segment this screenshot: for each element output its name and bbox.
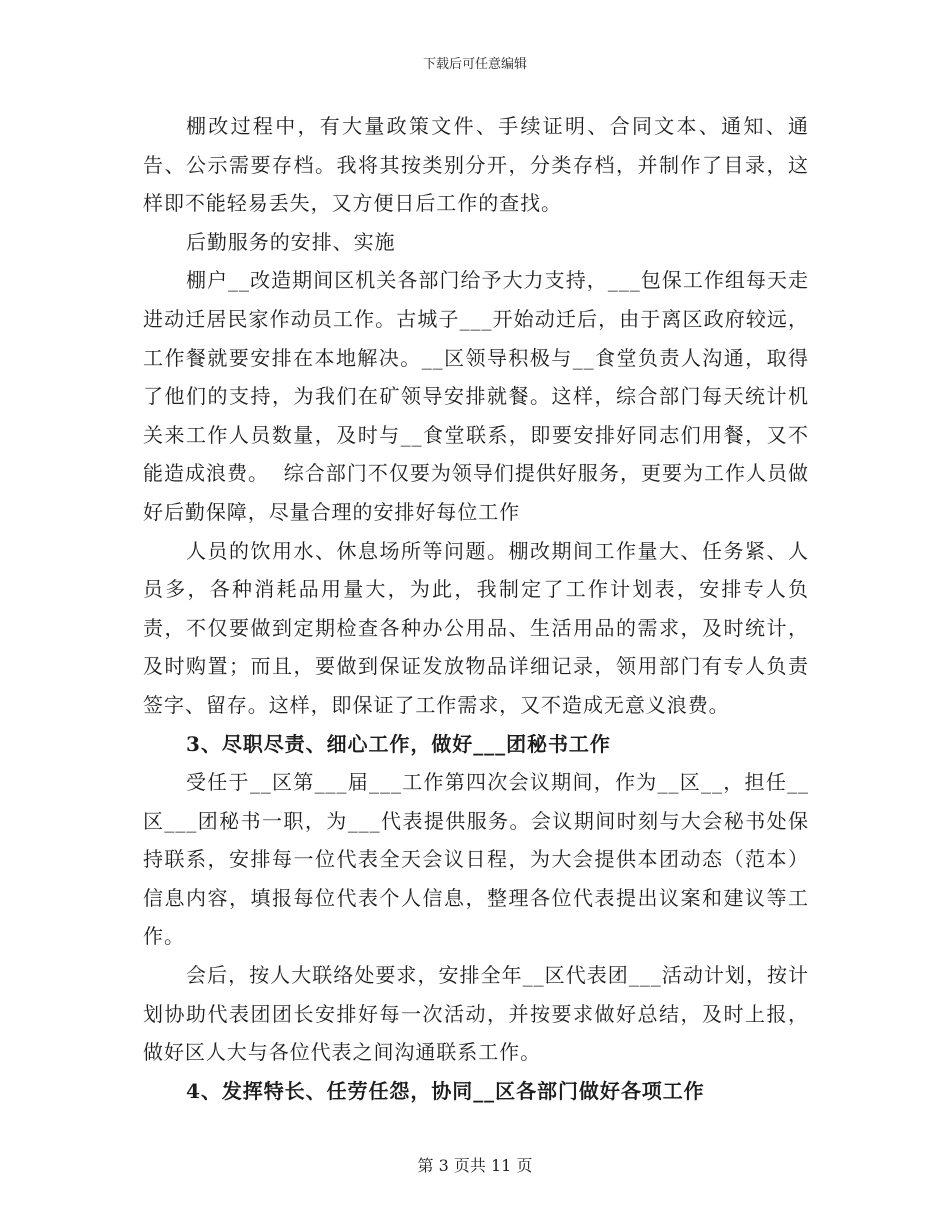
paragraph: 受任于__区第___届___工作第四次会议期间，作为__区__，担任__区___团秘书一职，为___代表提供服务。会议期间时刻与大会秘书处保持联系，安排每一位代表全天会议日程，为大会提供本团动态（范本）信息内容，填报每位代表个人信息，整理各位代表提出议案和建议等工作。 — [143, 770, 809, 949]
paragraph: 棚改过程中，有大量政策文件、手续证明、合同文本、通知、通告、公示需要存档。我将其按类别分开，分类存档，并制作了目录，这样即不能轻易丢失，又方便日后工作的查找。 — [143, 114, 809, 216]
paragraph: 棚户__改造期间区机关各部门给予大力支持，___包保工作组每天走进动迁居民家作动员工作。古城子___开始动迁后，由于离区政府较远，工作餐就要安排在本地解决。__区领导积极与__食堂负责人沟通，取得了他们的支持，为我们在矿领导安排就餐。这样，综合部门每天统计机关来工作人员数量，及时与__食堂联系，即要安排好同志们用餐，又不能造成浪费。 综合部门不仅要为领导们提供好服务，更要为工作人员做好后勤保障，尽量合理的安排好每位工作 — [143, 268, 809, 524]
paragraph: 后勤服务的安排、实施 — [186, 229, 396, 254]
document-body — [143, 107, 809, 1110]
paragraph: 人员的饮用水、休息场所等问题。棚改期间工作量大、任务紧、人员多，各种消耗品用量大，为此，我制定了工作计划表，安排专人负责，不仅要做到定期检查各种办公用品、生活用品的需求，及时统计，及时购置；而且，要做到保证发放物品详细记录，领用部门有专人负责签字、留存。这样，即保证了工作需求，又不造成无意义浪费。 — [143, 538, 809, 717]
section-heading: 3、尽职尽责、细心工作，做好___团秘书工作 — [186, 731, 611, 756]
page-footer: 第 3 页共 11 页 — [417, 1156, 533, 1175]
paragraph: 会后，按人大联络处要求，安排全年__区代表团___活动计划，按计划协助代表团团长安排好每一次活动，并按要求做好总结，及时上报，做好区人大与各位代表之间沟通联系工作。 — [143, 963, 809, 1065]
section-heading: 4、发挥特长、任劳任怨，协同__区各部门做好各项工作 — [186, 1078, 705, 1103]
page-header: 下载后可任意编辑 — [422, 57, 527, 72]
